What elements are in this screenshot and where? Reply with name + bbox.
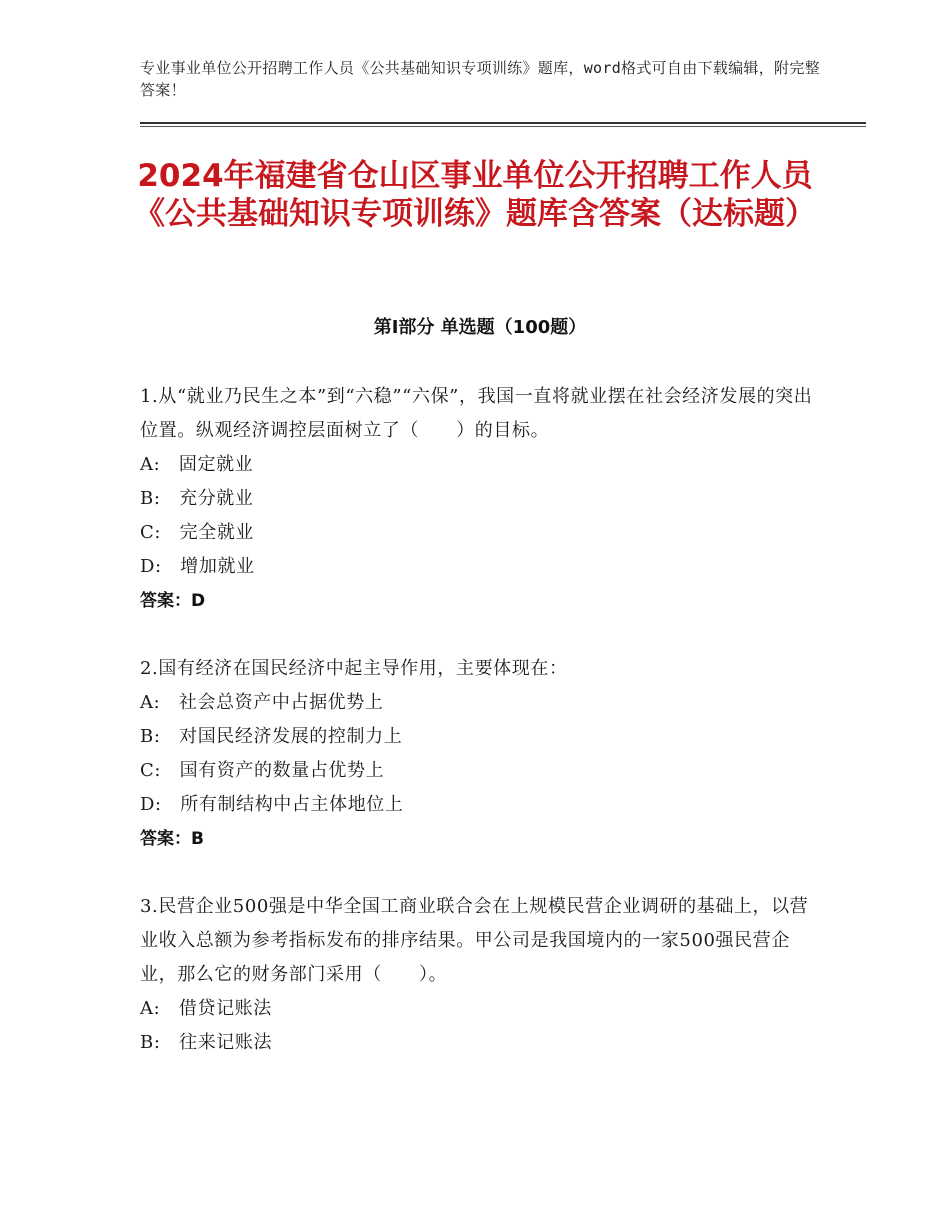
question-stem: 2.国有经济在国民经济中起主导作用，主要体现在：	[140, 658, 568, 679]
option-a: A: 借贷记账法	[140, 998, 272, 1019]
option-b: B: 往来记账法	[140, 1032, 273, 1053]
question-stem: 1.从“就业乃民生之本”到“六稳”“六保”，我国一直将就业摆在社会经济发展的突出位置。纵观经济调控层面树立了（ ）的目标。	[140, 386, 813, 441]
header-divider-thin	[140, 126, 866, 127]
header-divider-thick	[140, 122, 866, 124]
question-2	[140, 652, 820, 856]
option-c: C: 国有资产的数量占优势上	[140, 760, 385, 781]
option-d: D: 增加就业	[140, 556, 255, 577]
option-b: B: 对国民经济发展的控制力上	[140, 726, 403, 747]
document-title: 2024年福建省仓山区事业单位公开招聘工作人员《公共基础知识专项训练》题库含答案（达标题）	[134, 158, 816, 232]
option-a: A: 固定就业	[140, 454, 254, 475]
option-d: D: 所有制结构中占主体地位上	[140, 794, 404, 815]
header-note: 专业事业单位公开招聘工作人员《公共基础知识专项训练》题库，word格式可自由下载编辑，附完整答案！	[140, 59, 820, 99]
question-list	[140, 380, 820, 1094]
question-3	[140, 890, 820, 1060]
question-1	[140, 380, 820, 618]
option-c: C: 完全就业	[140, 522, 255, 543]
option-a: A: 社会总资产中占据优势上	[140, 692, 384, 713]
option-b: B: 充分就业	[140, 488, 254, 509]
question-stem: 3.民营企业500强是中华全国工商业联合会在上规模民营企业调研的基础上，以营业收入总额为参考指标发布的排序结果。甲公司是我国境内的一家500强民营企业，那么它的财务部门采用（ ）。	[140, 896, 809, 985]
answer-line: 答案：B	[140, 829, 204, 849]
answer-line: 答案：D	[140, 591, 206, 611]
section-title: 第I部分 单选题（100题）	[373, 317, 587, 338]
